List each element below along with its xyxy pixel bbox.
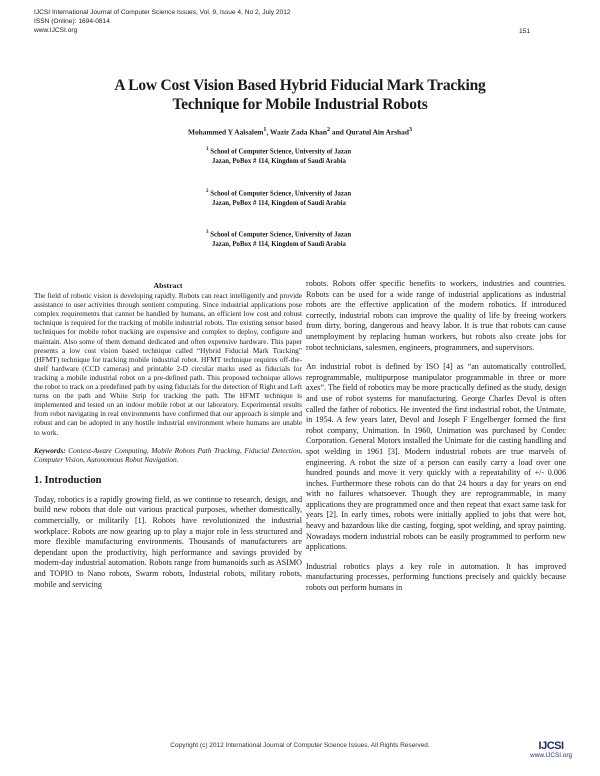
paper-title [40,76,560,114]
logo-text: IJCSI [538,740,564,752]
paper-title-line2: Technique for Mobile Industrial Robots [172,96,428,113]
section-heading-introduction: 1. Introduction [34,474,102,486]
affiliation-line2: Jazan, PoBox # 114, Kingdom of Saudi Arabia [212,157,346,165]
affiliation-line2: Jazan, PoBox # 114, Kingdom of Saudi Arabia [212,240,346,248]
affiliation-sup: 1 [206,147,209,152]
paragraph: Industrial robotics plays a key role in automation. It has improved manufacturing processes, performing functions precisely and quickly because robots out perform humans in [306,561,566,593]
keywords-text: Context-Aware Computing, Mobile Robots Path Tracking, Fiducial Detection, Computer Vision, Autonomous Robot Navigation. [34,445,302,464]
affiliation-3 [206,228,436,249]
author-name: Wazir Zada Khan [270,127,327,137]
author-name: Quratul Ain Arshad [345,127,409,137]
introduction-text: Today, robotics is a rapidly growing field, as we continue to research, design, and build new robots that dole out various practical purposes, whether domestically, commercially, or militarily [1]. Robots have revolutionized the industrial workplace. Robots are now gearing up to play a major role in less structured and more flexible manufacturing environments. Thousands of manufacturers are dependant upon the productivity, high performance and savings provided by modern-day industrial automation. Robots range from humanoids such as ASIMO and TOPIO to Nano robots, Swarm robots, Industrial robots, military robots, mobile and servicing [34,494,302,589]
affiliation-dept: School of Computer Science, University of Jazan [210,190,352,198]
logo-site: www.IJCSI.org [530,752,572,759]
affiliation-line1 [206,228,436,240]
journal-header-line1: IJCSI International Journal of Computer Science Issues, Vol. 9, Issue 4, No 2, July 2012 [34,9,291,16]
keywords-label: Keywords: [34,445,66,455]
paper-title-line1: A Low Cost Vision Based Hybrid Fiducial Mark Tracking [114,77,486,94]
journal-logo [530,740,572,759]
affiliation-dept: School of Computer Science, University of Jazan [210,231,352,239]
author-sup: 1 [263,127,267,133]
paragraph: An industrial robot is defined by ISO [4] as “an automatically controlled, reprogrammable, multipurpose manipulator programmable in three or more axes”. The field of robotics may be more practically defined as the study, design and use of robot systems for manufacturing. George Charles Devol is often called the father of robotics. He invented the first industrial robot, the Unimate, in 1954. A few years later, Devol and Joseph F Engelberger formed the first robot company, Unimation. In 1960, Unimation was purchased by Condec Corporation. General Motors installed the Unimate for die casting handling and spot welding in 1961 [3]. Modern industrial robots are true marvels of engineering. A robot the size of a person can easily carry a load over one hundred pounds and move it very quickly with a repeatability of +/- 0.006 inches. Furthermore these robots can do that 24 hours a day for years on end with no failures whatsoever. Though they are reprogrammable, in many applications they are programmed once and then repeat that exact same task for years [2]. In early times, robots were initially applied to jobs that were hot, heavy and hazardous like die casting, forging, spot welding, and spray painting. Nowadays modern industrial robots can be easily programmed to perform new applications. [306,362,566,552]
affiliation-line2: Jazan, PoBox # 114, Kingdom of Saudi Arabia [212,199,346,207]
affiliation-1 [206,145,436,166]
affiliation-line1 [206,187,436,199]
affiliation-dept: School of Computer Science, University of Jazan [210,148,352,156]
author-list [40,127,560,136]
right-column [306,279,566,603]
journal-header-issn: ISSN (Online): 1694-0814 [34,18,110,25]
affiliation-2 [206,187,436,208]
author-name: Mohammed Y Aalsalem [187,127,264,137]
page-number: 151 [518,28,530,35]
abstract-text: The field of robotic vision is developing rapidly. Robots can react intelligently and provide assistance to user activities through sentient computing. Since industrial applications pose complex requirements that cannot be handled by humans, an efficient low cost and robust technique is required for the tracking of mobile industrial robots. The existing sensor based techniques for mobile robot tracking are expensive and complex to deploy, configure and maintain. Also some of them demand dedicated and often expensive hardware. This paper presents a low cost vision based technique called “Hybrid Fiducial Mark Tracking” (HFMT) technique for tracking mobile industrial robot. HFMT technique requires off-the-shelf hardware (CCD cameras) and printable 2-D circular marks used as fiducials for tracking a mobile industrial robot on a pre-defined path. This proposed technique allows the robot to track on a predefined path by using fiducials for the detection of Right and Left turns on the path and White Strip for tracking the path. The HFMT technique is implemented and tested on an indoor mobile robot at our laboratory. Experimental results from robot navigating in real environments have confirmed that our approach is simple and robust and can be adopted in any hostile industrial environment where humans are unable to work. [34,291,302,437]
abstract-heading: Abstract [153,281,183,290]
journal-header-url: www.IJCSI.org [34,27,78,34]
author-sup: 2 [326,127,331,133]
left-column [34,281,302,599]
author-separator: , [266,127,271,137]
affiliation-sup: 2 [206,189,209,194]
affiliation-sup: 3 [206,230,209,235]
author-sup: 3 [408,127,413,133]
affiliation-line1 [206,145,436,157]
author-separator: and [330,127,346,137]
footer-copyright: Copyright (c) 2012 International Journal of Computer Science Issues. All Rights Reserved. [170,742,430,749]
keywords [34,446,302,464]
paragraph: robots. Robots offer specific benefits to workers, industries and countries. Robots can be used for a wide range of industrial applications as industrial robots are the effective application of the modern robotics. If introduced correctly, industrial robots can improve the quality of life by freeing workers from dirty, boring, dangerous and heavy labor. It is true that robots can cause unemployment by replacing human workers, but robots also create jobs for robot technicians, salesmen, engineers, programmers, and supervisors. [306,279,566,352]
